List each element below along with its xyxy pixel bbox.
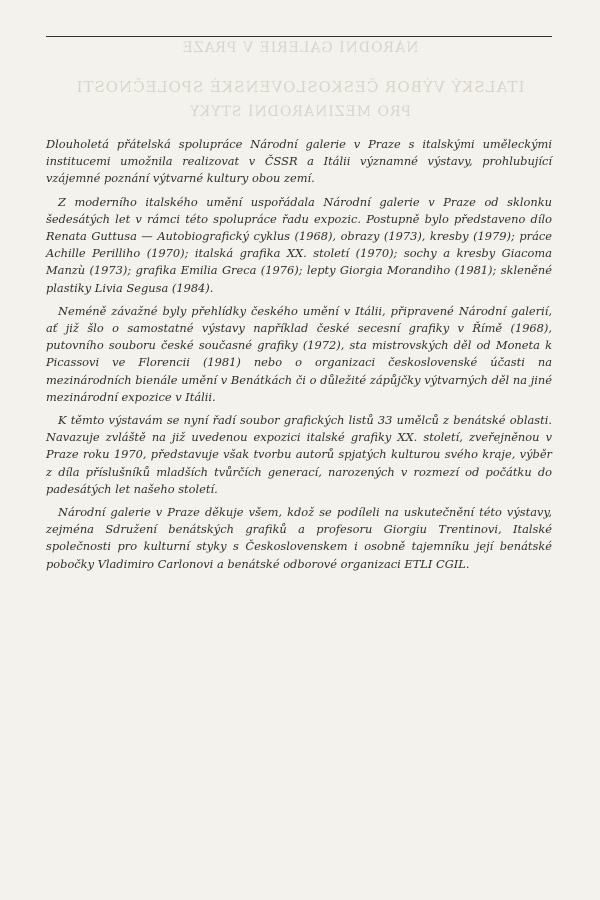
show-through-heading-line-3: PRO MEZINÁRODNÍ STYKY bbox=[188, 104, 412, 120]
paragraph-1: Dlouholetá přátelská spolupráce Národní galerie v Praze s italskými uměleckými institucemi umožnila realizovat v ČSSR a Itálii významné výstavy, prohlubující vzájemné poznání výtvarné kultury obou zemí. bbox=[46, 137, 552, 186]
show-through-heading-line-2: ITALSKÝ VÝBOR ČESKOSLOVENSKÉ SPOLEČNOSTI bbox=[75, 78, 525, 96]
paragraph-3: Neméně závažné byly přehlídky českého umění v Itálii, připravené Národní galerií, ať již šlo o samostatné výstavy například české secesní grafiky v Římě (1968), putovního souboru české současné grafiky (1972), sta mistrovských děl od Moneta k Picassovi ve Florencii (1981) nebo o organizaci československé účasti na mezinárodních bienále umění v Benátkách či o důležité zápůjčky výtvarných děl na jiné mezinárodní expozice v Itálii. bbox=[46, 303, 552, 404]
paragraph-5: Národní galerie v Praze děkuje všem, kdož se podíleli na uskutečnění této výstavy, zejména Sdružení benátských grafiků a profesoru Giorgiu Trentinovi, Italské společnosti pro kulturní styky s Československem i osobně tajemníku její benátské pobočky Vladimiro Carlonovi a benátské odborové organizaci ETLI CGIL. bbox=[46, 505, 552, 571]
show-through-heading-line-1: NÁRODNÍ GALERIE V PRAZE bbox=[181, 40, 419, 56]
paragraph-4: K těmto výstavám se nyní řadí soubor grafických listů 33 umělců z benátské oblasti. Navazuje zvláště na již uvedenou expozici italské grafiky XX. století, zveřejněnou v Praze roku 1970, představuje však tvorbu autorů spjatých kulturou svého kraje, výběr z díla příslušníků mladších tvůrčích generací, narozených v rozmezí od počátku do padesátých let našeho století. bbox=[46, 413, 552, 496]
body-text bbox=[46, 136, 552, 579]
top-rule bbox=[46, 36, 552, 37]
paragraph-2: Z moderního italského umění uspořádala Národní galerie v Praze od sklonku šedesátých let v rámci této spolupráce řadu expozic. Postupně bylo představeno dílo Renata Guttusa — Autobiografický cyklus (1968), obrazy (1973), kresby (1979); práce Achille Perilliho (1970); italská grafika XX. století (1970); sochy a kresby Giacoma Manzù (1973); grafika Emilia Greca (1976); lepty Giorgia Morandiho (1981); skleněné plastiky Livia Segusa (1984). bbox=[46, 194, 552, 295]
